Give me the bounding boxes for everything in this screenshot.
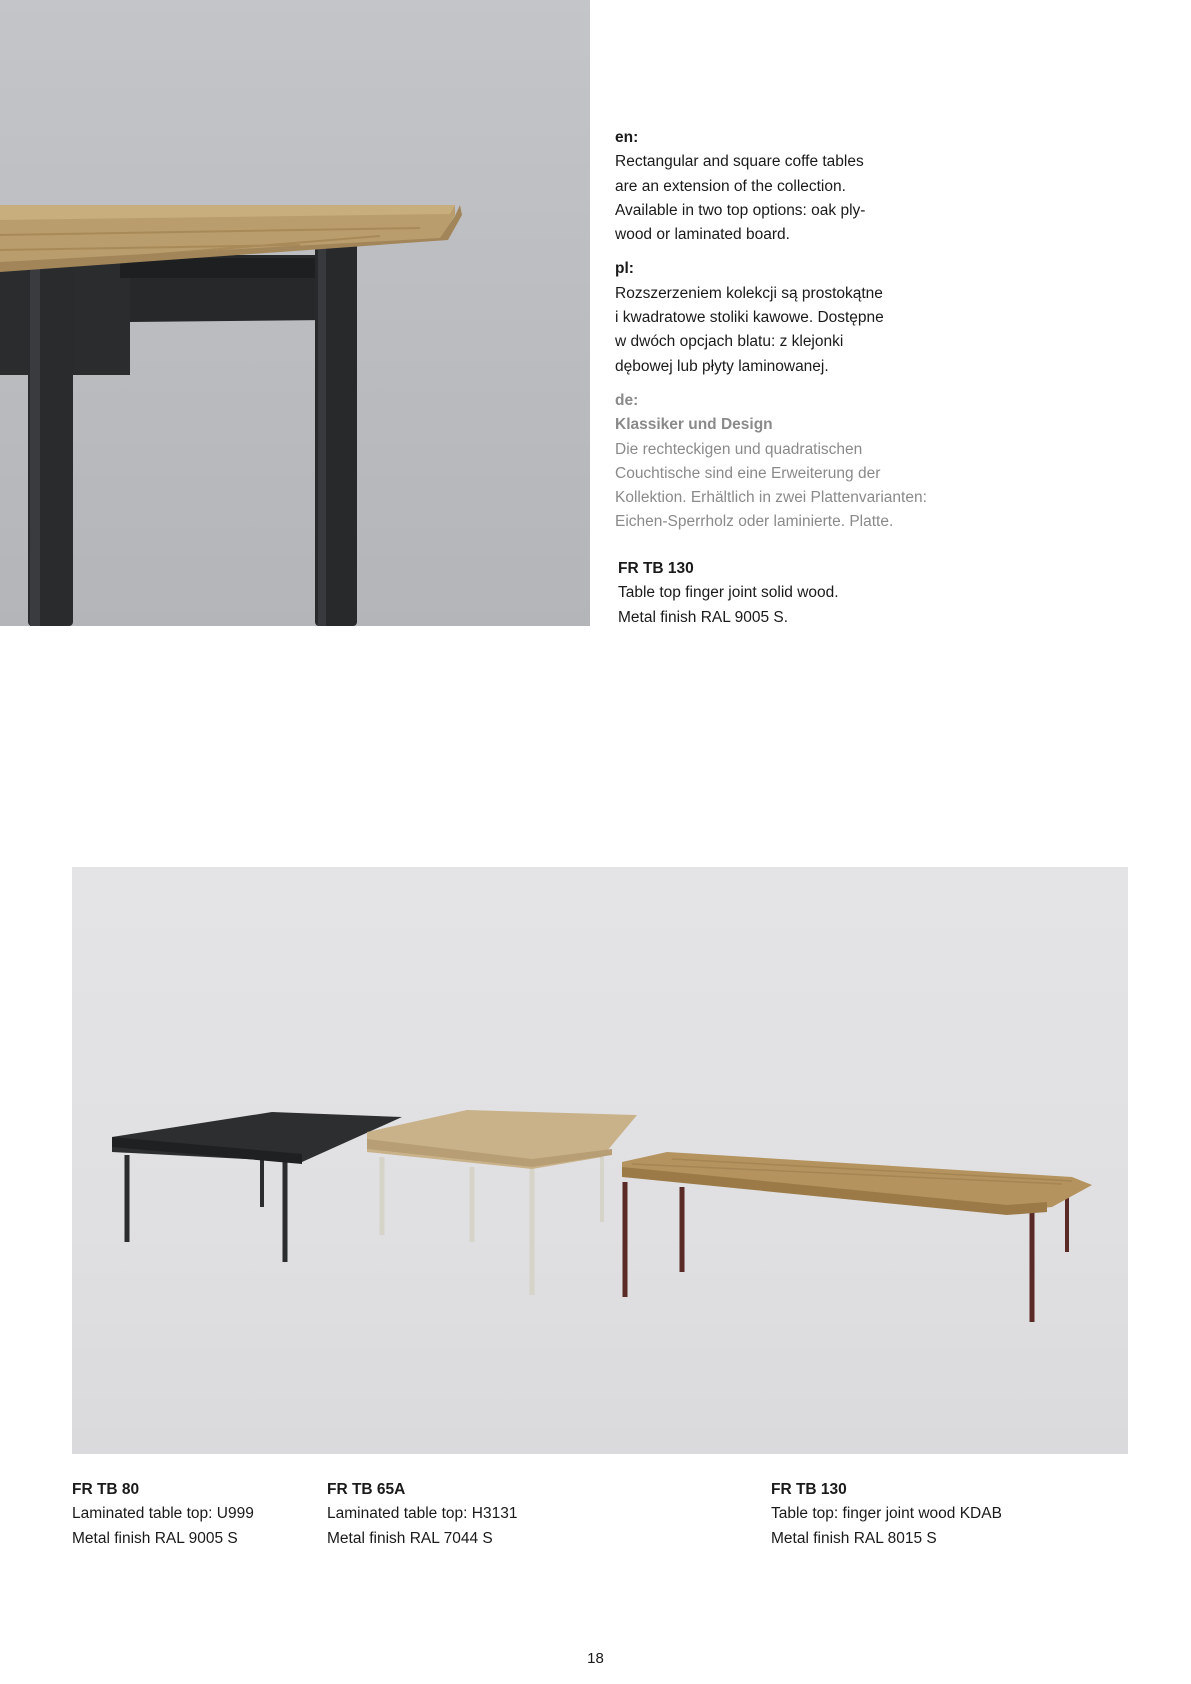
caption-line: Metal finish RAL 7044 S xyxy=(327,1529,493,1547)
description-line: Kollektion. Erhältlich in zwei Plattenvarianten: xyxy=(615,489,927,507)
language-label-en: en: xyxy=(615,129,639,146)
product-caption xyxy=(327,1478,517,1551)
product-caption xyxy=(771,1478,1002,1551)
description-de xyxy=(615,389,995,535)
product-code: FR TB 130 xyxy=(771,1481,847,1498)
description-line: Eichen-Sperrholz oder laminierte. Platte. xyxy=(615,513,894,531)
product-code: FR TB 65A xyxy=(327,1481,406,1498)
language-label-pl: pl: xyxy=(615,260,634,278)
description-line: Rozszerzeniem kolekcji są prostokątne xyxy=(615,284,883,302)
description-line: Couchtische sind eine Erweiterung der xyxy=(615,464,881,482)
coffee-tables-photo xyxy=(72,867,1128,1454)
black-table xyxy=(112,1112,402,1262)
product-description xyxy=(615,126,995,545)
description-line: Rectangular and square coffe tables xyxy=(615,153,864,171)
page-number: 18 xyxy=(587,1650,604,1667)
hero-caption xyxy=(618,557,839,630)
description-line: Die rechteckigen und quadratischen xyxy=(615,440,863,458)
description-subtitle: Klassiker und Design xyxy=(615,416,773,434)
caption-line: Table top finger joint solid wood. xyxy=(618,584,839,602)
oak-grey-table xyxy=(367,1110,637,1295)
description-line: Available in two top options: oak ply- xyxy=(615,201,866,219)
description-en xyxy=(615,126,995,247)
language-label-de: de: xyxy=(615,391,639,409)
caption-line: Metal finish RAL 8015 S xyxy=(771,1529,937,1547)
caption-line: Laminated table top: H3131 xyxy=(327,1505,518,1523)
product-code: FR TB 80 xyxy=(72,1481,140,1498)
description-line: w dwóch opcjach blatu: z klejonki xyxy=(615,333,844,351)
description-line: i kwadratowe stoliki kawowe. Dostępne xyxy=(615,309,884,327)
caption-line: Metal finish RAL 9005 S. xyxy=(618,608,789,626)
caption-line: Table top: finger joint wood KDAB xyxy=(771,1505,1002,1523)
oak-brown-table xyxy=(622,1152,1092,1322)
description-line: are an extension of the collection. xyxy=(615,177,846,195)
description-pl xyxy=(615,257,995,378)
description-line: wood or laminated board. xyxy=(615,226,790,244)
table-closeup-photo xyxy=(0,0,590,626)
description-line: dębowej lub płyty laminowanej. xyxy=(615,357,829,375)
product-caption xyxy=(72,1478,254,1551)
caption-line: Metal finish RAL 9005 S xyxy=(72,1529,238,1547)
caption-line: Laminated table top: U999 xyxy=(72,1505,254,1523)
product-code: FR TB 130 xyxy=(618,560,694,577)
